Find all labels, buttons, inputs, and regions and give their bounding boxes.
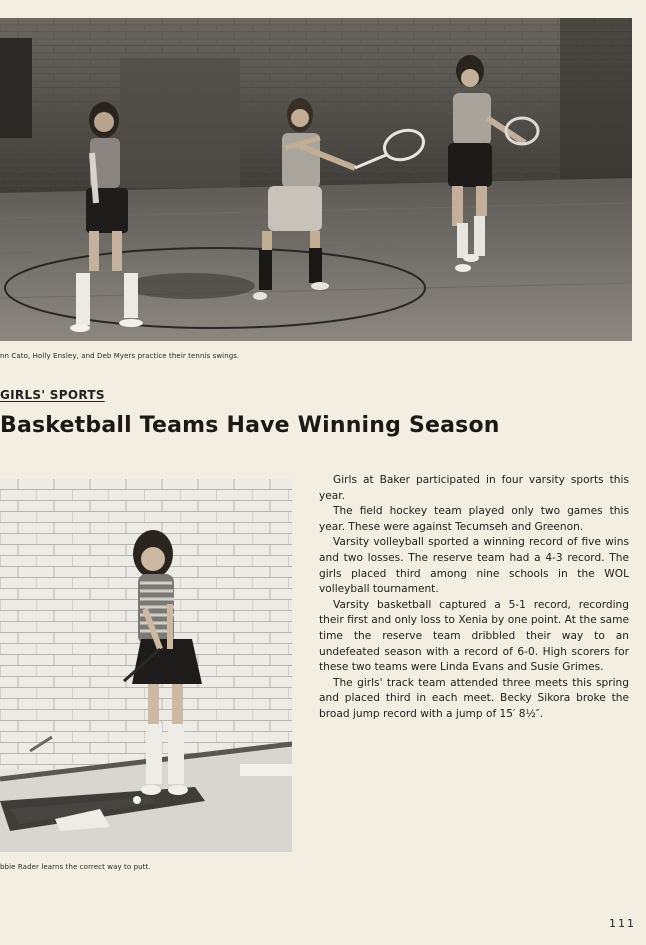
tennis-photo-illustration bbox=[0, 18, 632, 341]
article-paragraph: Girls at Baker participated in four varsity sports this year. bbox=[319, 474, 629, 502]
article-body bbox=[319, 473, 629, 723]
page-number: 111 bbox=[609, 917, 636, 930]
article-paragraph: The field hockey team played only two games this year. These were against Tecumseh and Greenon. bbox=[319, 505, 629, 533]
section-label: GIRLS' SPORTS bbox=[0, 388, 105, 402]
tennis-practice-photo bbox=[0, 18, 632, 341]
putting-photo-illustration bbox=[0, 479, 292, 852]
article-paragraph: Varsity volleyball sported a winning record of five wins and two losses. The reserve team had a 4-3 record. The girls placed third among nine schools in the WOL volleyball tournament. bbox=[319, 536, 629, 596]
article-paragraph: Varsity basketball captured a 5-1 record, recording their first and only loss to Xenia by one point. At the same time the reserve team dribbled their way to an undefeated season with a record of 6-0. High scorers for these two teams were Linda Evans and Susie Grimes. bbox=[319, 598, 629, 674]
article-paragraph: The girls' track team attended three meets this spring and placed third in each meet. Becky Sikora broke the broad jump record with a jump of 15′ 8½″. bbox=[319, 676, 629, 720]
bottom-photo-caption: bbie Rader learns the correct way to putt. bbox=[0, 863, 151, 871]
putting-practice-photo bbox=[0, 479, 292, 852]
page-headline: Basketball Teams Have Winning Season bbox=[0, 413, 500, 438]
top-photo-caption: nn Cato, Holly Ensley, and Deb Myers practice their tennis swings. bbox=[0, 352, 240, 360]
